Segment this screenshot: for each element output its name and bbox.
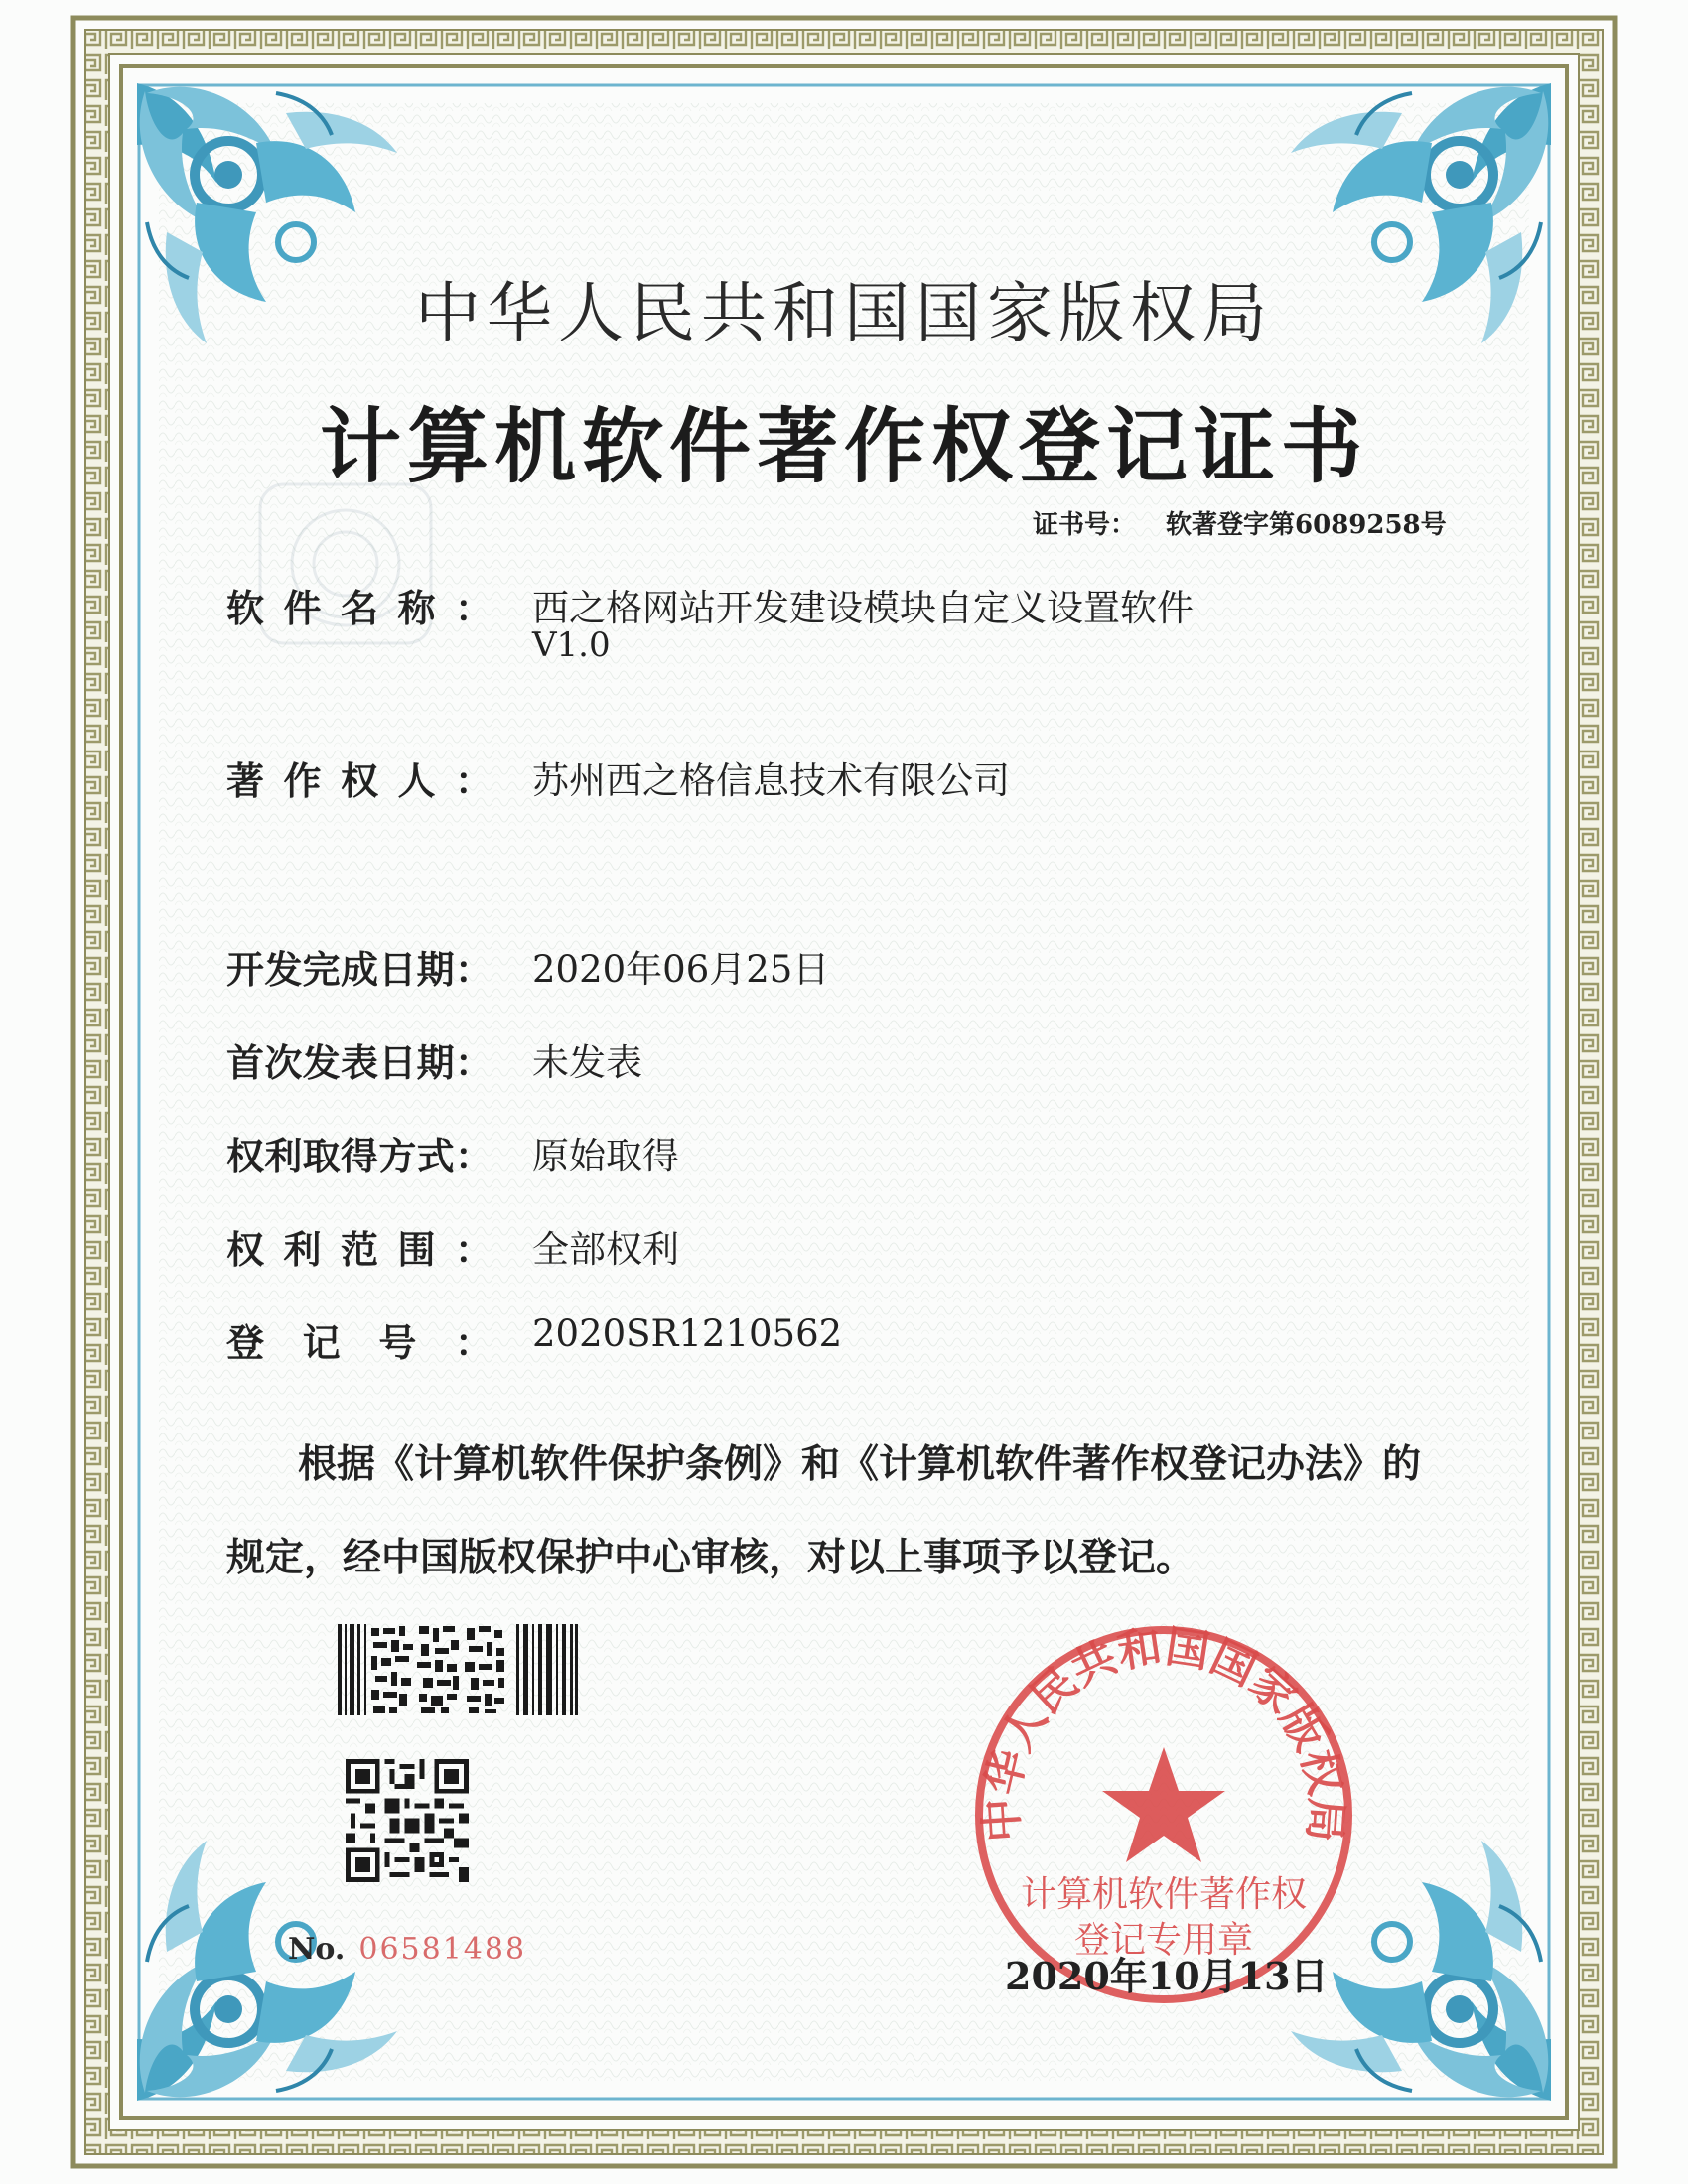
certificate-number-label: 证书号： <box>1033 510 1137 540</box>
declaration-line-1: 根据《计算机软件保护条例》和《计算机软件著作权登记办法》的 <box>298 1441 1422 1487</box>
seal-inner-line-1: 计算机软件著作权 <box>1020 1874 1308 1915</box>
certificate-number-value: 软著登字第6089258号 <box>1166 510 1447 540</box>
software-name-label: 软件名称： <box>226 586 492 630</box>
registration-number-value: 2020SR1210562 <box>532 1312 843 1355</box>
first-publication-value: 未发表 <box>532 1041 642 1084</box>
rights-scope-label: 权利范围： <box>226 1227 492 1272</box>
serial-value: 06581488 <box>358 1932 527 1967</box>
software-name-value: 西之格网站开发建设模块自定义设置软件 <box>532 587 1194 629</box>
seal-inner-line-2: 登记专用章 <box>1073 1920 1254 1961</box>
certificate-title: 计算机软件著作权登记证书 <box>319 399 1368 494</box>
declaration-line-2: 规定，经中国版权保护中心审核，对以上事项予以登记。 <box>226 1535 1196 1580</box>
copyright-owner-label: 著作权人： <box>226 758 492 803</box>
rights-scope-value: 全部权利 <box>532 1228 679 1271</box>
completion-date-label: 开发完成日期： <box>226 947 492 992</box>
seal-star-icon <box>1102 1747 1225 1862</box>
acquisition-method-label: 权利取得方式： <box>226 1134 492 1178</box>
certificate-number <box>1033 504 1447 541</box>
copyright-owner-value: 苏州西之格信息技术有限公司 <box>532 759 1010 802</box>
issuer-name: 中华人民共和国国家版权局 <box>415 275 1273 351</box>
barcode <box>338 1624 578 1715</box>
acquisition-method-value: 原始取得 <box>532 1135 679 1177</box>
serial-label: No. <box>288 1932 346 1967</box>
registration-number-label: 登记号： <box>226 1320 492 1365</box>
issue-date: 2020年10月13日 <box>1005 1954 1329 1998</box>
completion-date-value: 2020年06月25日 <box>532 948 830 991</box>
seal-outer-text: 中华人民共和国国家版权局 <box>975 1621 1352 1843</box>
qr-code <box>346 1759 469 1882</box>
software-version-value: V1.0 <box>532 625 611 665</box>
serial-number <box>288 1932 526 1967</box>
first-publication-label: 首次发表日期： <box>226 1040 492 1085</box>
